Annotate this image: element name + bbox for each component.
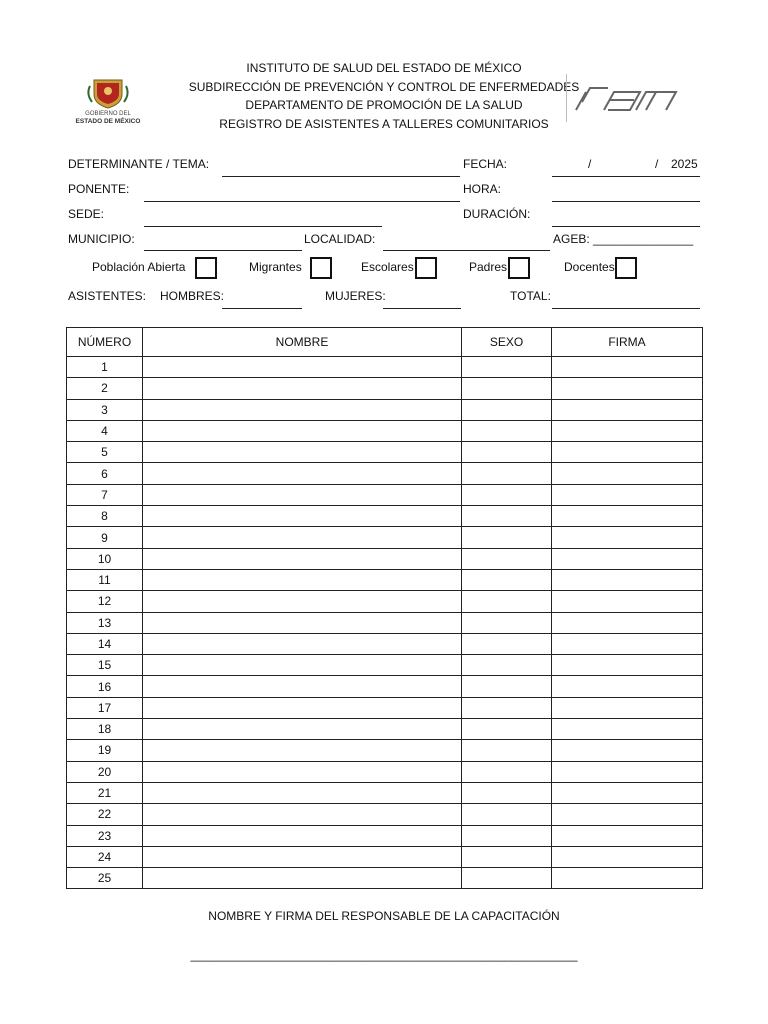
row-number: 13 [67, 612, 143, 633]
table-row [67, 378, 703, 399]
table-row [67, 442, 703, 463]
sexo-cell[interactable] [462, 782, 552, 803]
firma-cell[interactable] [552, 420, 703, 441]
nombre-cell[interactable] [143, 569, 462, 590]
table-row [67, 676, 703, 697]
hombres-label: HOMBRES: [160, 289, 225, 303]
header-line-4: REGISTRO DE ASISTENTES A TALLERES COMUNITARIOS [219, 116, 549, 131]
nombre-cell[interactable] [143, 527, 462, 548]
sede-label: SEDE: [68, 207, 105, 221]
firma-cell[interactable] [552, 633, 703, 654]
estado-de-mexico-logo [66, 76, 150, 132]
hombres-field[interactable] [222, 308, 302, 309]
sexo-cell[interactable] [462, 719, 552, 740]
sexo-cell[interactable] [462, 655, 552, 676]
localidad-field[interactable] [383, 250, 550, 251]
row-number: 15 [67, 655, 143, 676]
nombre-cell[interactable] [143, 719, 462, 740]
sexo-cell[interactable] [462, 633, 552, 654]
docentes-checkbox[interactable] [615, 257, 637, 279]
tema-label: DETERMINANTE / TEMA: [68, 157, 210, 171]
poblacion-abierta-checkbox[interactable] [195, 257, 217, 279]
fecha-year: 2025 [671, 157, 698, 171]
column-header-nombre: NOMBRE [143, 328, 462, 357]
fecha-label: FECHA: [463, 157, 508, 171]
sexo-cell[interactable] [462, 463, 552, 484]
nombre-cell[interactable] [143, 591, 462, 612]
row-number: 19 [67, 740, 143, 761]
firma-cell[interactable] [552, 569, 703, 590]
padres-label: Padres [469, 260, 508, 274]
docentes-label: Docentes [564, 260, 615, 274]
sexo-cell[interactable] [462, 442, 552, 463]
sexo-cell[interactable] [462, 612, 552, 633]
logo-line-1: GOBIERNO DEL [85, 111, 131, 117]
sexo-cell[interactable] [462, 506, 552, 527]
row-number: 5 [67, 442, 143, 463]
sexo-cell[interactable] [462, 676, 552, 697]
poblacion-abierta-label: Población Abierta [92, 260, 186, 274]
sexo-cell[interactable] [462, 761, 552, 782]
firma-cell[interactable] [552, 825, 703, 846]
row-number: 18 [67, 719, 143, 740]
row-number: 1 [67, 357, 143, 378]
table-row [67, 548, 703, 569]
header-line-3: DEPARTAMENTO DE PROMOCIÓN DE LA SALUD [245, 98, 523, 112]
table-row [67, 846, 703, 867]
mujeres-label: MUJERES: [325, 289, 386, 303]
row-number: 4 [67, 420, 143, 441]
row-number: 8 [67, 506, 143, 527]
row-number: 12 [67, 591, 143, 612]
sede-field[interactable] [144, 226, 382, 227]
row-number: 2 [67, 378, 143, 399]
row-number: 11 [67, 569, 143, 590]
firma-cell[interactable] [552, 399, 703, 420]
nombre-cell[interactable] [143, 697, 462, 718]
table-row [67, 463, 703, 484]
row-number: 17 [67, 697, 143, 718]
row-number: 23 [67, 825, 143, 846]
logo-line-2: ESTADO DE MÉXICO [75, 118, 141, 125]
row-number: 6 [67, 463, 143, 484]
table-row [67, 719, 703, 740]
table-row [67, 782, 703, 803]
firma-cell[interactable] [552, 804, 703, 825]
nombre-cell[interactable] [143, 378, 462, 399]
table-row [67, 506, 703, 527]
municipio-label: MUNICIPIO: [68, 232, 135, 246]
attendance-table [66, 327, 703, 889]
nombre-cell[interactable] [143, 463, 462, 484]
firma-cell[interactable] [552, 697, 703, 718]
table-row [67, 484, 703, 505]
nombre-cell[interactable] [143, 612, 462, 633]
row-number: 25 [67, 868, 143, 889]
firma-cell[interactable] [552, 548, 703, 569]
nombre-cell[interactable] [143, 676, 462, 697]
column-header-numero: NÚMERO [67, 328, 143, 357]
firma-cell[interactable] [552, 782, 703, 803]
ponente-field[interactable] [144, 201, 460, 202]
hora-label: HORA: [463, 182, 502, 196]
sexo-cell[interactable] [462, 804, 552, 825]
firma-cell[interactable] [552, 719, 703, 740]
nombre-cell[interactable] [143, 506, 462, 527]
row-number: 20 [67, 761, 143, 782]
firma-cell[interactable] [552, 740, 703, 761]
tema-field[interactable] [222, 176, 460, 177]
ponente-label: PONENTE: [68, 182, 130, 196]
nombre-cell[interactable] [143, 740, 462, 761]
isem-logo [566, 72, 694, 120]
table-header-row [67, 328, 703, 357]
row-number: 3 [67, 399, 143, 420]
table-row [67, 761, 703, 782]
table-row [67, 868, 703, 889]
header-line-1: INSTITUTO DE SALUD DEL ESTADO DE MÉXICO [246, 61, 522, 75]
ageb-label[interactable]: AGEB: _______________ [553, 232, 694, 246]
row-number: 21 [67, 782, 143, 803]
firma-cell[interactable] [552, 527, 703, 548]
sexo-cell[interactable] [462, 740, 552, 761]
nombre-cell[interactable] [143, 633, 462, 654]
column-header-sexo: SEXO [462, 328, 552, 357]
firma-cell[interactable] [552, 442, 703, 463]
nombre-cell[interactable] [143, 420, 462, 441]
row-number: 24 [67, 846, 143, 867]
nombre-cell[interactable] [143, 357, 462, 378]
table-row [67, 655, 703, 676]
firma-cell[interactable] [552, 612, 703, 633]
nombre-cell[interactable] [143, 761, 462, 782]
table-row [67, 420, 703, 441]
migrantes-label: Migrantes [249, 260, 302, 274]
signature-label: NOMBRE Y FIRMA DEL RESPONSABLE DE LA CAPACITACIÓN [208, 909, 560, 923]
nombre-cell[interactable] [143, 655, 462, 676]
firma-cell[interactable] [552, 761, 703, 782]
firma-cell[interactable] [552, 463, 703, 484]
municipio-field[interactable] [144, 250, 302, 251]
table-row [67, 740, 703, 761]
sexo-cell[interactable] [462, 484, 552, 505]
firma-cell[interactable] [552, 846, 703, 867]
sexo-cell[interactable] [462, 378, 552, 399]
table-row [67, 399, 703, 420]
nombre-cell[interactable] [143, 399, 462, 420]
nombre-cell[interactable] [143, 846, 462, 867]
table-row [67, 633, 703, 654]
firma-cell[interactable] [552, 506, 703, 527]
sexo-cell[interactable] [462, 569, 552, 590]
escolares-checkbox[interactable] [415, 257, 437, 279]
padres-checkbox[interactable] [508, 257, 530, 279]
sexo-cell[interactable] [462, 548, 552, 569]
firma-cell[interactable] [552, 655, 703, 676]
header-line-2: SUBDIRECCIÓN DE PREVENCIÓN Y CONTROL DE ENFERMEDADES [188, 79, 580, 94]
header-block [180, 59, 588, 133]
asistentes-label: ASISTENTES: [68, 289, 147, 303]
firma-cell[interactable] [552, 357, 703, 378]
sexo-cell[interactable] [462, 527, 552, 548]
firma-cell[interactable] [552, 378, 703, 399]
nombre-cell[interactable] [143, 825, 462, 846]
total-field[interactable] [552, 308, 700, 309]
table-row [67, 569, 703, 590]
table-row [67, 527, 703, 548]
localidad-label: LOCALIDAD: [304, 232, 376, 246]
row-number: 10 [67, 548, 143, 569]
escolares-label: Escolares [361, 260, 414, 274]
sexo-cell[interactable] [462, 591, 552, 612]
table-body [67, 357, 703, 889]
fecha-field[interactable] [552, 176, 700, 177]
sexo-cell[interactable] [462, 357, 552, 378]
firma-cell[interactable] [552, 591, 703, 612]
firma-cell[interactable] [552, 868, 703, 889]
table-row [67, 804, 703, 825]
sexo-cell[interactable] [462, 846, 552, 867]
firma-cell[interactable] [552, 484, 703, 505]
row-number: 14 [67, 633, 143, 654]
total-label: TOTAL: [510, 289, 551, 303]
duracion-label: DURACIÓN: [463, 207, 531, 221]
sexo-cell[interactable] [462, 825, 552, 846]
duracion-field[interactable] [552, 226, 700, 227]
sexo-cell[interactable] [462, 868, 552, 889]
nombre-cell[interactable] [143, 442, 462, 463]
table-row [67, 357, 703, 378]
table-row [67, 825, 703, 846]
migrantes-checkbox[interactable] [310, 257, 332, 279]
sexo-cell[interactable] [462, 420, 552, 441]
sexo-cell[interactable] [462, 697, 552, 718]
mujeres-field[interactable] [383, 308, 461, 309]
table-row [67, 612, 703, 633]
row-number: 7 [67, 484, 143, 505]
firma-cell[interactable] [552, 676, 703, 697]
hora-field[interactable] [552, 201, 700, 202]
column-header-firma: FIRMA [552, 328, 703, 357]
fecha-separator-1: / [588, 157, 592, 171]
row-number: 22 [67, 804, 143, 825]
signature-line[interactable]: __________________________________________________________ [190, 948, 578, 962]
nombre-cell[interactable] [143, 868, 462, 889]
fecha-separator-2: / [655, 157, 659, 171]
table-row [67, 591, 703, 612]
table-row [67, 697, 703, 718]
nombre-cell[interactable] [143, 484, 462, 505]
sexo-cell[interactable] [462, 399, 552, 420]
nombre-cell[interactable] [143, 782, 462, 803]
row-number: 9 [67, 527, 143, 548]
nombre-cell[interactable] [143, 548, 462, 569]
row-number: 16 [67, 676, 143, 697]
nombre-cell[interactable] [143, 804, 462, 825]
